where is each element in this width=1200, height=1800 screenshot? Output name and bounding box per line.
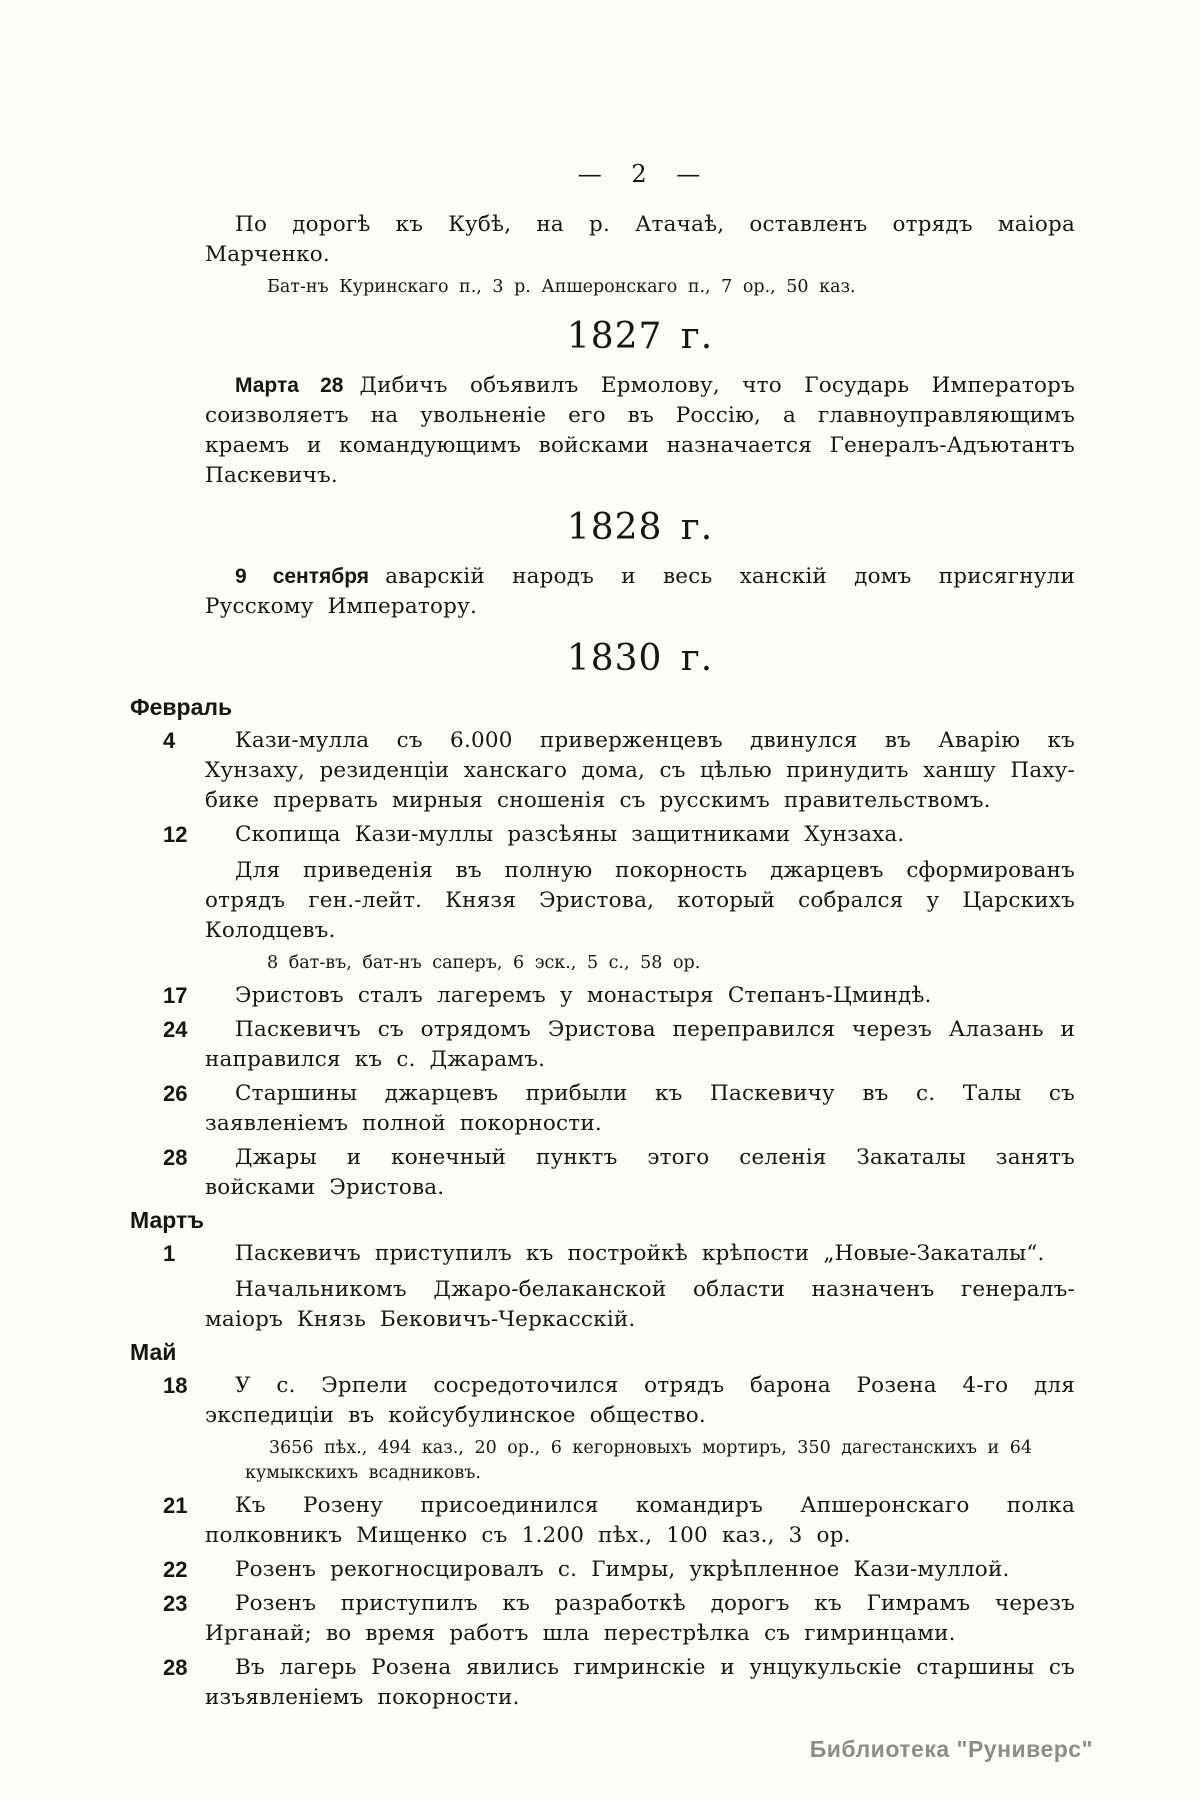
entry-text: Паскевичъ съ отрядомъ Эристова переправился черезъ Алазань и направился къ с. Джарамъ. [205,1017,1075,1072]
troop-note: 3656 пѣх., 494 каз., 20 ор., 6 кегорновыхъ мортиръ, 350 дагестанскихъ и 64 кумыкскихъ всадниковъ. [245,1438,1033,1483]
troop-note: Бат-нъ Куринскаго п., 3 р. Апшеронскаго п., 7 ор., 50 каз. [267,277,856,297]
entry-day-number: 4 [163,728,176,753]
month-label-may: Май [130,1339,177,1365]
entry-text: Начальникомъ Джаро-белаканской области назначенъ генералъ-маіоръ Князь Бековичъ-Черкасскій. [205,1277,1075,1332]
troop-note: 8 бат-въ, бат-нъ саперъ, 6 эск., 5 с., 58 ор. [267,953,701,973]
dated-paragraph-1828 [205,562,1075,622]
year-heading-1828: 1828 г. [566,507,714,548]
entry-text: Старшины джарцевъ прибыли къ Паскевичу въ с. Талы съ заявленіемъ полной покорности. [205,1081,1075,1136]
chronicle-entry [163,1239,1075,1269]
entry-text: Кази-мулла съ 6.000 приверженцевъ двинулся въ Аварію къ Хунзаху, резиденціи ханскаго дома, съ цѣлью принудить ханшу Паху-бике прервать мирныя сношенія съ русскимъ правительствомъ. [205,728,1075,813]
entry-text: Дибичъ объявилъ Ермолову, что Государь Императоръ соизволяетъ на увольненіе его въ Россію, а главноуправляющимъ краемъ и командующимъ войсками назначается Генералъ-Адъютантъ Паскевичъ. [205,373,1075,488]
entry-text: Скопища Кази-муллы разсѣяны защитниками Хунзаха. [235,822,905,847]
chronicle-entry [163,1589,1075,1649]
intro-paragraph: По дорогѣ къ Кубѣ, на р. Атачаѣ, оставленъ отрядъ маіора Марченко. [205,212,1075,267]
entry-day-number: 17 [163,983,188,1008]
chronicle-entry [163,981,1075,1011]
library-watermark: Библиотека "Руниверс" [809,1736,1093,1762]
entry-day-number: 28 [163,1145,188,1170]
chronicle-entry [163,1555,1075,1585]
entry-day-number: 22 [163,1557,188,1582]
chronicle-subentry [205,1275,1075,1335]
chronicle-entry [163,1079,1075,1139]
entry-text: Розенъ приступилъ къ разработкѣ дорогъ къ Гимрамъ черезъ Ирганай; во время работъ шла перестрѣлка съ гимринцами. [205,1591,1075,1646]
entry-text: Въ лагерь Розена явились гимринскіе и унцукульскіе старшины съ изъявленіемъ покорности. [205,1655,1075,1710]
page-number: — 2 — [577,160,703,188]
month-label-march: Мартъ [130,1207,205,1233]
entry-day-number: 28 [163,1655,188,1680]
chronicle-entry [163,1653,1075,1713]
year-heading-1827: 1827 г. [566,316,714,357]
chronicle-entry [163,1371,1075,1486]
page-content [130,160,1076,1713]
entry-day-number: 12 [163,822,188,847]
entry-day-number: 1 [163,1241,176,1266]
month-label-february: Февраль [130,694,233,720]
chronicle-entry [163,1143,1075,1203]
entry-day-number: 23 [163,1591,188,1616]
chronicle-subentry [205,856,1075,976]
entry-day-number: 18 [163,1373,188,1398]
entry-text: Къ Розену присоединился командиръ Апшеронскаго полка полковникъ Мищенко съ 1.200 пѣх., 100 каз., 3 ор. [205,1493,1075,1548]
entry-day-number: 24 [163,1017,188,1042]
year-heading-1830: 1830 г. [566,638,714,679]
date-label: 9 сентября [235,565,370,588]
entry-text: Для приведенія въ полную покорность джарцевъ сформированъ отрядъ ген.-лейт. Князя Эристова, который собрался у Царскихъ Колодцевъ. [205,858,1075,943]
entry-day-number: 26 [163,1081,188,1106]
chronicle-entry [163,1491,1075,1551]
entry-day-number: 21 [163,1493,188,1518]
chronicle-entry [163,820,1075,850]
entry-text: аварскій народъ и весь ханскій домъ присягнули Русскому Императору. [205,564,1076,619]
entry-text: Джары и конечный пунктъ этого селенія Закаталы занятъ войсками Эристова. [205,1145,1075,1200]
chronicle-entry [163,726,1075,816]
dated-paragraph-1827 [205,371,1075,491]
entry-text: Паскевичъ приступилъ къ постройкѣ крѣпости „Новые-Закаталы“. [235,1241,1045,1266]
chronicle-entry [163,1015,1075,1075]
entry-text: У с. Эрпели сосредоточился отрядъ барона Розена 4-го для экспедиціи въ койсубулинское общество. [205,1373,1075,1428]
entry-text: Розенъ рекогносцировалъ с. Гимры, укрѣпленное Кази-муллой. [235,1557,1010,1582]
date-label: Марта 28 [235,374,344,397]
entry-text: Эристовъ сталъ лагеремъ у монастыря Степанъ-Цминдѣ. [235,983,932,1008]
